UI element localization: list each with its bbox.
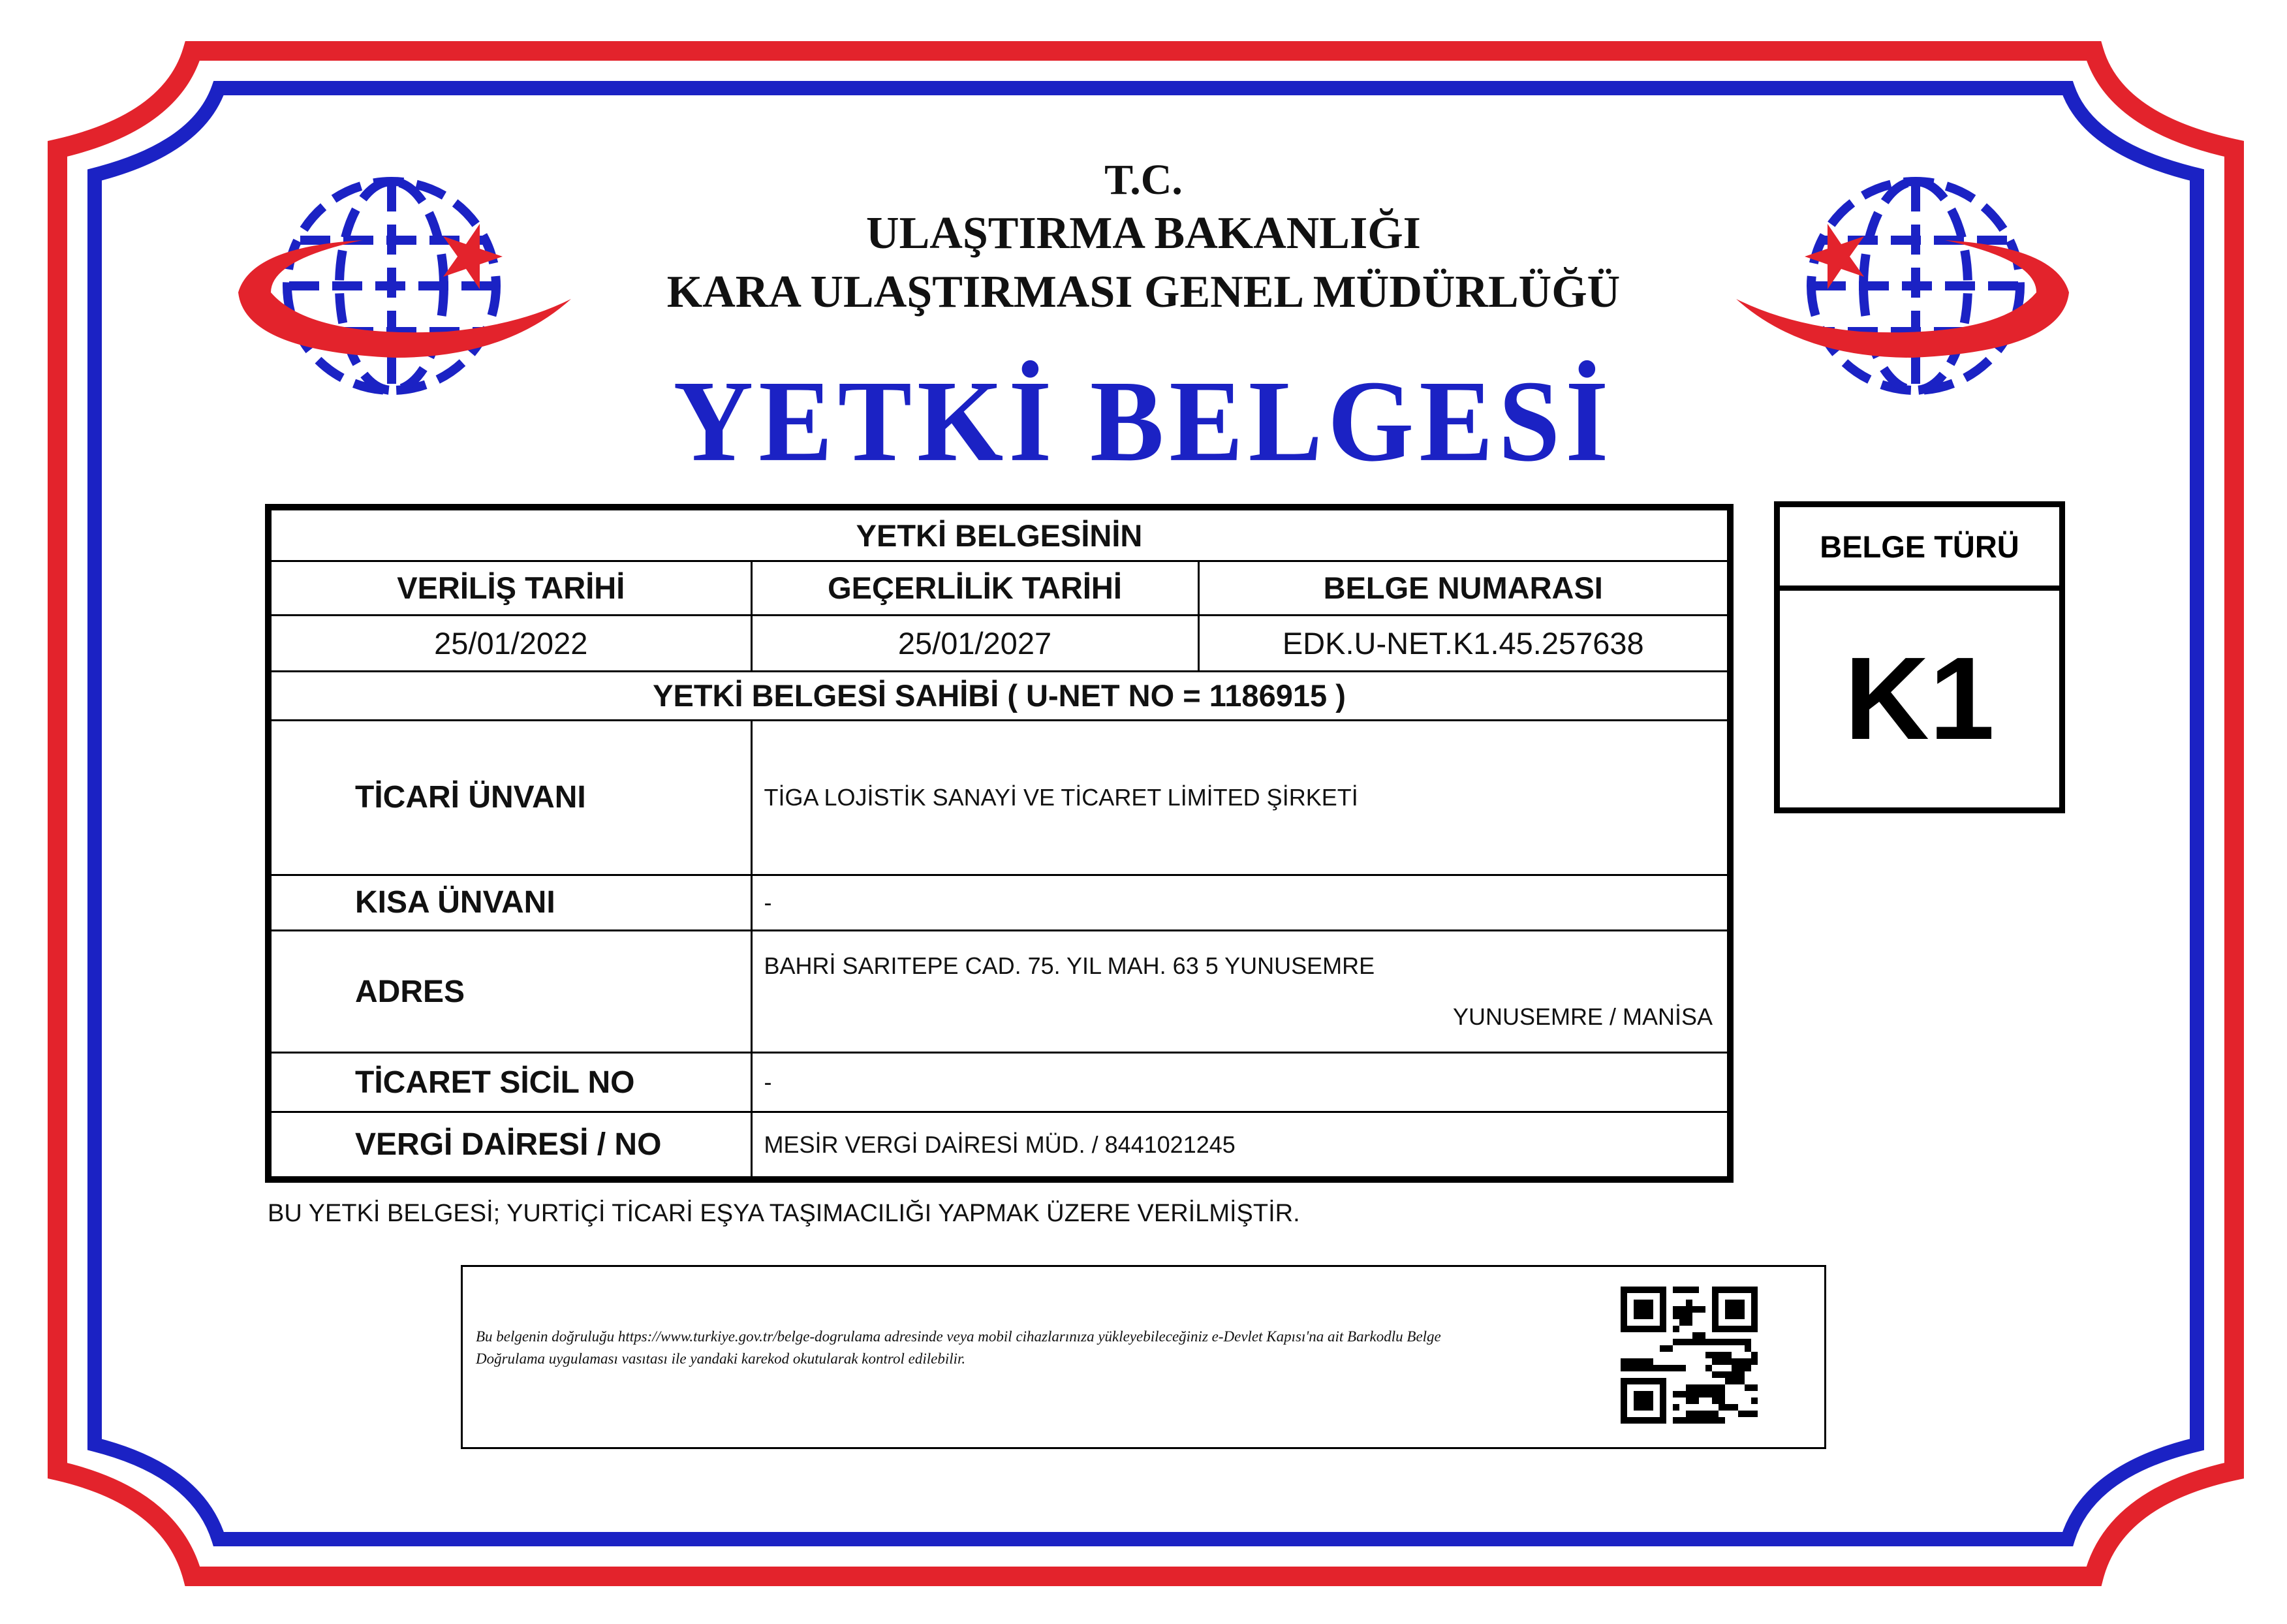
row-value-address-cell [751,930,1730,1053]
validity-date: 25/01/2027 [751,615,1198,672]
owner-title: YETKİ BELGESİ SAHİBİ ( U-NET NO = 1186915 ) [268,672,1730,720]
row-value-tax-office: MESİR VERGİ DAİRESİ MÜD. / 8441021245 [751,1112,1730,1179]
row-value-trade-name: TİGA LOJİSTİK SANAYİ VE TİCARET LİMİTED ŞİRKETİ [751,720,1730,875]
certificate-table [265,504,1734,1183]
authorization-note: BU YETKİ BELGESİ; YURTİÇİ TİCARİ EŞYA TAŞIMACILIĞI YAPMAK ÜZERE VERİLMİŞTİR. [268,1200,1300,1227]
row-value-trade-registry: - [751,1053,1730,1112]
col-header-issue-date: VERİLİŞ TARİHİ [268,561,751,616]
section-title: YETKİ BELGESİNİN [268,507,1730,561]
header-ministry: ULAŞTIRMA BAKANLIĞI [866,208,1421,258]
header-tc: T.C. [1104,156,1183,204]
qr-code-icon [1621,1287,1758,1424]
row-label-tax-office: VERGİ DAİRESİ / NO [268,1112,751,1179]
address-line-1: BAHRİ SARITEPE CAD. 75. YIL MAH. 63 5 YUNUSEMRE [764,952,1375,979]
document-type-value: K1 [1844,632,1995,764]
document-type-box [1774,501,2065,813]
col-header-document-number: BELGE NUMARASI [1198,561,1730,616]
verification-box [461,1265,1826,1449]
col-header-validity-date: GEÇERLİLİK TARİHİ [751,561,1198,616]
address-line-2: YUNUSEMRE / MANİSA [1452,1003,1713,1030]
row-label-address: ADRES [268,930,751,1053]
row-label-trade-name: TİCARİ ÜNVANI [268,720,751,875]
issue-date: 25/01/2022 [268,615,751,672]
header-directorate: KARA ULAŞTIRMASI GENEL MÜDÜRLÜĞÜ [666,267,1621,317]
row-value-short-name: - [751,875,1730,930]
document-title: YETKİ BELGESİ [673,356,1614,486]
row-label-trade-registry: TİCARET SİCİL NO [268,1053,751,1112]
verification-text: Bu belgenin doğruluğu https://www.turkiye.gov.tr/belge-dogrulama adresinde veya mobil cihazlarınıza yükleyebileceğiniz e-Devlet Kapısı'na ait Barkodlu Belge Doğrulama uygulaması vasıtası ile yandaki karekod okutularak kontrol edilebilir. [476,1328,1441,1367]
document-number: EDK.U-NET.K1.45.257638 [1198,615,1730,672]
document-type-label: BELGE TÜRÜ [1780,507,2059,591]
row-label-short-name: KISA ÜNVANI [268,875,751,930]
